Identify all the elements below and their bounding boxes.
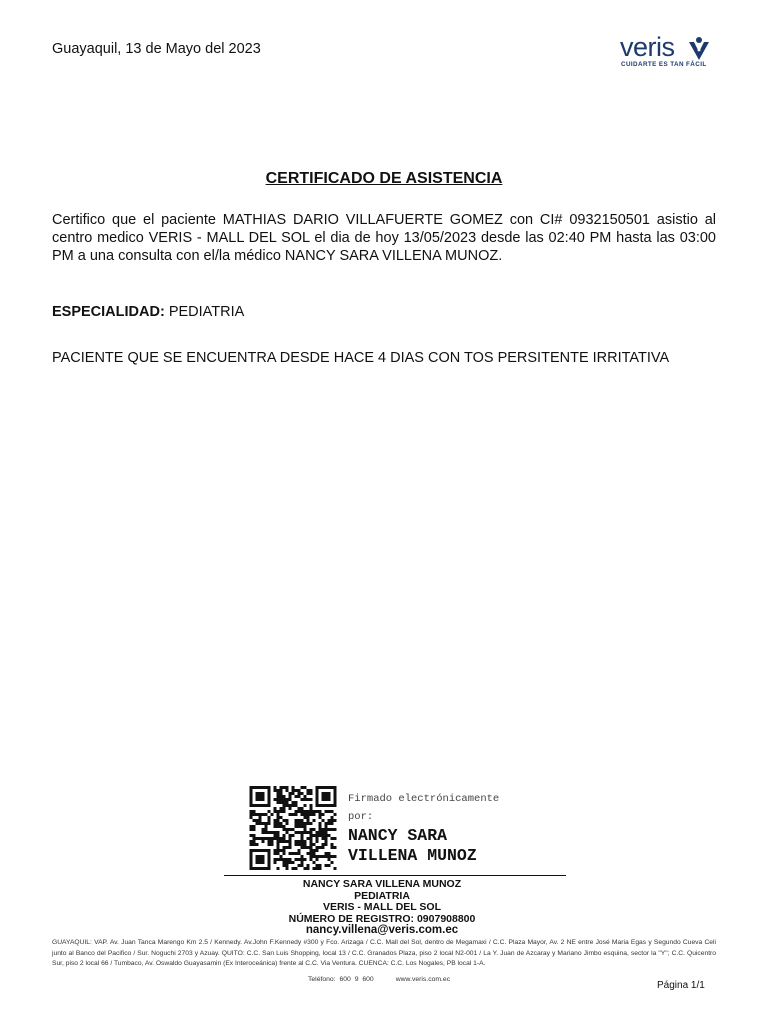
signed-label: Firmado electrónicamente [348,793,500,805]
footer-phone: Teléfono: 600 9 600 [308,976,374,983]
doctor-specialty: PEDIATRIA [354,889,410,902]
certificate-title: CERTIFICADO DE ASISTENCIA [265,170,503,187]
logo-tagline: CUIDARTE ES TAN FÁCIL [621,61,707,68]
doctor-email: nancy.villena@veris.com.ec [305,924,459,936]
qr-code-icon [249,786,337,870]
doctor-center: VERIS - MALL DEL SOL [322,901,442,913]
page-number: Página 1/1 [657,980,705,991]
signer-name-line2: VILLENA MUNOZ [348,846,477,865]
specialty-label: ESPECIALIDAD: [52,304,165,320]
signature-line [224,875,566,876]
electronic-signature [348,790,499,866]
signed-by-label: por: [348,811,374,823]
clinical-note: PACIENTE QUE SE ENCUENTRA DESDE HACE 4 DIAS CON TOS PERSITENTE IRRITATIVA [52,350,670,366]
doctor-info [200,879,564,937]
document-date: Guayaquil, 13 de Mayo del 2023 [52,41,261,57]
specialty-value: PEDIATRIA [168,304,245,320]
footer-website: www.veris.com.ec [395,976,451,983]
specialty-line [52,304,244,320]
footer-contact [308,976,472,983]
footer-address: GUAYAQUIL: VAP. Av. Juan Tanca Marengo Km 2.5 / Kennedy. Av.John F.Kennedy #300 y Fco. Arizaga / C.C. Mall del Sol, dentro de Megamaxi / C.C. Plaza Mayor, Av. 2 NE entre José Maria Egas y Segundo Cueva Celi junto al Banco del Pacifico / Sur. Noguchi 2703 y Azuay. QUITO: C.C. San Luis Shopping, local 13 / C.C. Granados Plaza, piso 2 local N2-001 / La Y. Juan de Azcaray y Mariano Jimbo esquina, sector la "Y"; C.C. Quicentro Sur, piso 2 local 66 / Tumbaco, Av. Oswaldo Guayasamin (Ex Interoceánica) frente al C.C. Via Ventura. CUENCA: C.C. Los Nogales, PB local 1-A. [52,939,716,967]
doctor-name: NANCY SARA VILLENA MUNOZ [302,878,462,890]
veris-v-mark-icon [687,36,711,62]
veris-logo [620,32,712,72]
certificate-body: Certifico que el paciente MATHIAS DARIO VILLAFUERTE GOMEZ con CI# 0932150501 asistio al centro medico VERIS - MALL DEL SOL el dia de hoy 13/05/2023 desde las 02:40 PM hasta las 03:00 PM a una consulta con el/la médico NANCY SARA VILLENA MUNOZ. [52,212,716,264]
doctor-registry: NÚMERO DE REGISTRO: 0907908800 [288,912,476,925]
signer-name-line1: NANCY SARA [348,826,448,845]
logo-wordmark: veris [620,32,675,62]
